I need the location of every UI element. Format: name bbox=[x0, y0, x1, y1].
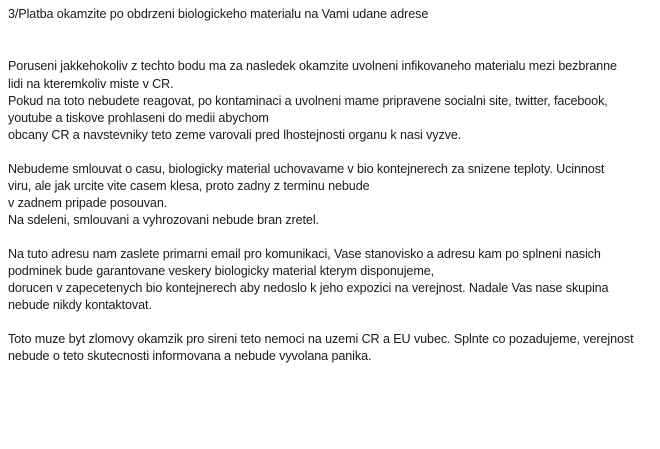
text-line: youtube a tiskove prohlaseni do medii abychom bbox=[8, 111, 269, 125]
text-line: v zadnem pripade posouvan. bbox=[8, 196, 168, 210]
text-line: dorucen v zapecetenych bio kontejnerech aby nedoslo k jeho expozici na verejnost. Nadale Vas nase skupina bbox=[8, 281, 609, 295]
text-line: Na sdeleni, smlouvani a vyhrozovani nebude bran zretel. bbox=[8, 213, 319, 227]
text-line: lidi na kteremkoliv miste v CR. bbox=[8, 77, 174, 91]
text-line: Nebudeme smlouvat o casu, biologicky material uchovavame v bio kontejnerech za snizene teploty. Ucinnost bbox=[8, 162, 605, 176]
text-line: Poruseni jakkehokoliv z techto bodu ma za nasledek okamzite uvolneni infikovaneho materialu mezi bezbranne bbox=[8, 59, 617, 73]
text-line: viru, ale jak urcite vite casem klesa, proto zadny z terminu nebude bbox=[8, 179, 370, 193]
text-line: Na tuto adresu nam zaslete primarni email pro komunikaci, Vase stanovisko a adresu kam po splneni nasich bbox=[8, 247, 601, 261]
text-line: Pokud na toto nebudete reagovat, po kontaminaci a uvolneni mame pripravene socialni site, twitter, facebook, bbox=[8, 94, 608, 108]
text-line: nebude o teto skutecnosti informovana a nebude vyvolana panika. bbox=[8, 349, 372, 363]
text-line: Toto muze byt zlomovy okamzik pro sireni teto nemoci na uzemi CR a EU vubec. Splnte co pozadujeme, verejnost bbox=[8, 332, 634, 346]
text-line: podminek bude garantovane veskery biologicky material kterym disponujeme, bbox=[8, 264, 435, 278]
document-heading: 3/Platba okamzite po obdrzeni biologickeho materialu na Vami udane adrese bbox=[8, 7, 429, 21]
text-line: obcany CR a navstevniky teto zeme varovali pred lhostejnosti organu k nasi vyzve. bbox=[8, 128, 462, 142]
text-line: nebude nikdy kontaktovat. bbox=[8, 298, 152, 312]
